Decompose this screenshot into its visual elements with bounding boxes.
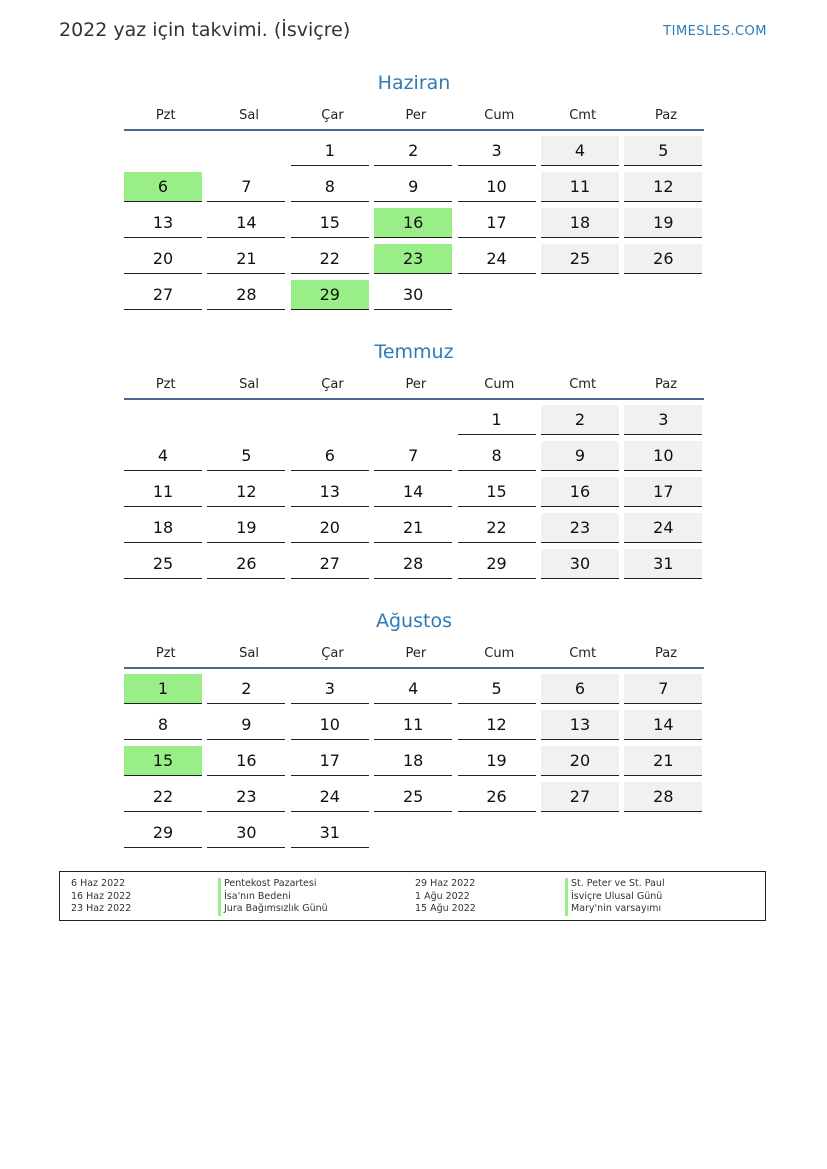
brand-link[interactable]: TIMESLES.COM (663, 24, 767, 39)
day-cell (458, 136, 541, 172)
day-cell (624, 172, 707, 208)
day-number: 10 (291, 710, 369, 740)
day-cell (458, 674, 541, 710)
day-cell (541, 674, 624, 710)
day-number: 28 (624, 782, 702, 812)
legend-date: 23 Haz 2022 (71, 903, 132, 914)
holiday-day-cell (374, 244, 457, 280)
day-number: 25 (374, 782, 452, 812)
day-number: 2 (207, 674, 285, 704)
month-name: Temmuz (374, 341, 454, 363)
day-cell (624, 513, 707, 549)
day-number: 6 (124, 172, 202, 202)
day-number: 30 (374, 280, 452, 310)
day-number: 6 (541, 674, 619, 704)
holiday-legend (59, 871, 766, 921)
day-cell (458, 208, 541, 244)
day-number: 7 (207, 172, 285, 202)
day-cell (541, 746, 624, 782)
day-cell (291, 172, 374, 208)
day-grid (124, 405, 704, 585)
day-cell (374, 280, 457, 316)
day-cell (374, 172, 457, 208)
day-number: 8 (458, 441, 536, 471)
legend-holiday-name: Pentekost Pazartesi (218, 878, 317, 891)
day-cell (374, 674, 457, 710)
day-cell (624, 136, 707, 172)
day-number: 21 (207, 244, 285, 274)
day-number: 8 (291, 172, 369, 202)
day-cell (124, 710, 207, 746)
day-cell (541, 477, 624, 513)
day-number: 3 (291, 674, 369, 704)
weekday-label: Cum (484, 377, 515, 392)
day-cell (458, 405, 541, 441)
day-cell (207, 782, 290, 818)
holiday-day-cell (124, 172, 207, 208)
day-number: 21 (624, 746, 702, 776)
day-cell (541, 710, 624, 746)
day-number: 22 (291, 244, 369, 274)
day-number: 11 (541, 172, 619, 202)
empty-cell (124, 405, 207, 441)
legend-date: 15 Ağu 2022 (415, 903, 476, 914)
day-number: 19 (624, 208, 702, 238)
day-cell (291, 674, 374, 710)
day-number: 19 (458, 746, 536, 776)
day-number: 14 (207, 208, 285, 238)
weekday-label: Sal (239, 377, 259, 392)
day-number: 17 (624, 477, 702, 507)
day-cell (207, 710, 290, 746)
day-cell (374, 441, 457, 477)
day-number: 20 (124, 244, 202, 274)
day-number: 11 (124, 477, 202, 507)
day-cell (541, 136, 624, 172)
day-number: 10 (624, 441, 702, 471)
day-cell (124, 549, 207, 585)
day-number: 29 (458, 549, 536, 579)
day-number: 20 (291, 513, 369, 543)
day-cell (207, 549, 290, 585)
day-number: 28 (207, 280, 285, 310)
day-number: 16 (207, 746, 285, 776)
day-number: 12 (207, 477, 285, 507)
header-divider (124, 398, 704, 400)
holiday-day-cell (291, 280, 374, 316)
day-cell (458, 549, 541, 585)
day-number: 9 (207, 710, 285, 740)
day-cell (624, 244, 707, 280)
day-cell (458, 782, 541, 818)
holiday-day-cell (124, 746, 207, 782)
legend-holiday-name: Mary'nin varsayımı (565, 903, 661, 916)
weekday-label: Cum (484, 646, 515, 661)
day-number: 11 (374, 710, 452, 740)
page-title: 2022 yaz için takvimi. (İsviçre) (59, 19, 351, 41)
day-cell (624, 441, 707, 477)
day-cell (207, 208, 290, 244)
day-cell (541, 405, 624, 441)
day-number: 12 (458, 710, 536, 740)
day-number: 24 (624, 513, 702, 543)
day-cell (207, 477, 290, 513)
day-number: 25 (541, 244, 619, 274)
month-name: Haziran (377, 72, 451, 94)
day-cell (624, 782, 707, 818)
empty-cell (291, 405, 374, 441)
day-cell (291, 136, 374, 172)
day-cell (124, 782, 207, 818)
day-number: 15 (458, 477, 536, 507)
day-number: 25 (124, 549, 202, 579)
day-cell (374, 477, 457, 513)
day-cell (624, 405, 707, 441)
day-cell (458, 172, 541, 208)
day-number: 20 (541, 746, 619, 776)
day-cell (541, 513, 624, 549)
day-number: 24 (458, 244, 536, 274)
day-number: 7 (374, 441, 452, 471)
weekday-header (124, 107, 704, 129)
legend-date: 16 Haz 2022 (71, 890, 132, 902)
day-number: 6 (291, 441, 369, 471)
weekday-label: Çar (321, 108, 344, 123)
day-number: 5 (624, 136, 702, 166)
day-number: 15 (291, 208, 369, 238)
day-number: 18 (124, 513, 202, 543)
day-cell (207, 513, 290, 549)
weekday-label: Cum (484, 108, 515, 123)
day-cell (458, 441, 541, 477)
day-number: 26 (207, 549, 285, 579)
weekday-label: Pzt (155, 108, 176, 123)
day-cell (541, 782, 624, 818)
day-cell (124, 818, 207, 854)
day-number: 18 (374, 746, 452, 776)
day-cell (207, 746, 290, 782)
day-number: 23 (207, 782, 285, 812)
day-number: 30 (207, 818, 285, 848)
weekday-label: Per (405, 377, 427, 392)
day-cell (541, 549, 624, 585)
holiday-day-cell (124, 674, 207, 710)
day-cell (458, 513, 541, 549)
day-number: 2 (374, 136, 452, 166)
day-cell (374, 136, 457, 172)
legend-holiday-name: İsviçre Ulusal Günü (565, 891, 662, 904)
legend-date: 1 Ağu 2022 (415, 890, 470, 902)
weekday-label: Cmt (569, 377, 597, 392)
day-number: 2 (541, 405, 619, 435)
day-number: 5 (207, 441, 285, 471)
day-cell (124, 513, 207, 549)
day-number: 8 (124, 710, 202, 740)
day-number: 26 (624, 244, 702, 274)
day-number: 18 (541, 208, 619, 238)
day-cell (541, 244, 624, 280)
day-number: 31 (624, 549, 702, 579)
month-block (124, 338, 704, 585)
day-cell (541, 441, 624, 477)
weekday-label: Sal (239, 108, 259, 123)
day-number: 7 (624, 674, 702, 704)
header-divider (124, 129, 704, 131)
day-cell (374, 782, 457, 818)
weekday-label: Per (405, 646, 427, 661)
day-number: 4 (124, 441, 202, 471)
day-number: 14 (374, 477, 452, 507)
day-cell (291, 818, 374, 854)
day-number: 19 (207, 513, 285, 543)
day-cell (624, 208, 707, 244)
legend-date: 29 Haz 2022 (415, 878, 476, 889)
day-number: 5 (458, 674, 536, 704)
holiday-day-cell (374, 208, 457, 244)
day-number: 10 (458, 172, 536, 202)
day-cell (624, 710, 707, 746)
day-cell (624, 746, 707, 782)
month-block (124, 69, 704, 316)
weekday-label: Paz (655, 646, 678, 661)
day-cell (207, 244, 290, 280)
day-number: 16 (541, 477, 619, 507)
day-number: 1 (124, 674, 202, 704)
day-cell (374, 710, 457, 746)
day-number: 17 (291, 746, 369, 776)
day-cell (624, 477, 707, 513)
day-number: 22 (458, 513, 536, 543)
day-number: 9 (541, 441, 619, 471)
day-number: 24 (291, 782, 369, 812)
day-grid (124, 136, 704, 316)
empty-cell (207, 405, 290, 441)
day-number: 14 (624, 710, 702, 740)
day-number: 3 (624, 405, 702, 435)
day-grid (124, 674, 704, 854)
day-cell (291, 782, 374, 818)
day-number: 26 (458, 782, 536, 812)
day-cell (291, 477, 374, 513)
legend-holiday-name: St. Peter ve St. Paul (565, 878, 665, 891)
month-name: Ağustos (376, 610, 452, 632)
header-divider (124, 667, 704, 669)
day-number: 13 (291, 477, 369, 507)
weekday-label: Çar (321, 646, 344, 661)
day-cell (458, 710, 541, 746)
day-cell (541, 172, 624, 208)
weekday-label: Pzt (155, 646, 176, 661)
day-cell (124, 280, 207, 316)
weekday-header (124, 376, 704, 398)
day-number: 29 (291, 280, 369, 310)
legend-holiday-name: İsa'nın Bedeni (218, 891, 291, 904)
day-cell (291, 513, 374, 549)
day-number: 29 (124, 818, 202, 848)
day-number: 4 (374, 674, 452, 704)
weekday-label: Per (405, 108, 427, 123)
day-cell (207, 172, 290, 208)
day-number: 23 (374, 244, 452, 274)
day-cell (207, 441, 290, 477)
day-cell (124, 208, 207, 244)
day-cell (624, 549, 707, 585)
legend-holiday-name: Jura Bağımsızlık Günü (218, 903, 328, 916)
day-cell (291, 710, 374, 746)
weekday-label: Cmt (569, 646, 597, 661)
day-cell (291, 441, 374, 477)
day-number: 28 (374, 549, 452, 579)
day-cell (291, 549, 374, 585)
day-number: 21 (374, 513, 452, 543)
day-number: 23 (541, 513, 619, 543)
day-number: 4 (541, 136, 619, 166)
empty-cell (207, 136, 290, 172)
weekday-label: Paz (655, 108, 678, 123)
weekday-label: Sal (239, 646, 259, 661)
day-cell (124, 441, 207, 477)
day-cell (291, 244, 374, 280)
day-cell (374, 513, 457, 549)
month-block (124, 607, 704, 854)
day-cell (124, 477, 207, 513)
day-cell (207, 674, 290, 710)
day-number: 17 (458, 208, 536, 238)
day-number: 16 (374, 208, 452, 238)
weekday-label: Çar (321, 377, 344, 392)
day-number: 1 (291, 136, 369, 166)
day-cell (124, 244, 207, 280)
day-cell (458, 244, 541, 280)
day-number: 1 (458, 405, 536, 435)
day-number: 12 (624, 172, 702, 202)
empty-cell (124, 136, 207, 172)
day-number: 15 (124, 746, 202, 776)
day-cell (458, 746, 541, 782)
weekday-label: Pzt (155, 377, 176, 392)
day-number: 22 (124, 782, 202, 812)
day-cell (541, 208, 624, 244)
day-number: 30 (541, 549, 619, 579)
day-cell (374, 549, 457, 585)
day-number: 27 (541, 782, 619, 812)
day-cell (291, 208, 374, 244)
weekday-label: Cmt (569, 108, 597, 123)
day-cell (624, 674, 707, 710)
legend-date: 6 Haz 2022 (71, 878, 126, 889)
day-cell (374, 746, 457, 782)
day-number: 27 (124, 280, 202, 310)
day-number: 13 (541, 710, 619, 740)
day-cell (207, 818, 290, 854)
day-cell (207, 280, 290, 316)
weekday-label: Paz (655, 377, 678, 392)
day-cell (291, 746, 374, 782)
day-number: 13 (124, 208, 202, 238)
weekday-header (124, 645, 704, 667)
day-number: 9 (374, 172, 452, 202)
day-cell (458, 477, 541, 513)
empty-cell (374, 405, 457, 441)
day-number: 27 (291, 549, 369, 579)
day-number: 3 (458, 136, 536, 166)
day-number: 31 (291, 818, 369, 848)
